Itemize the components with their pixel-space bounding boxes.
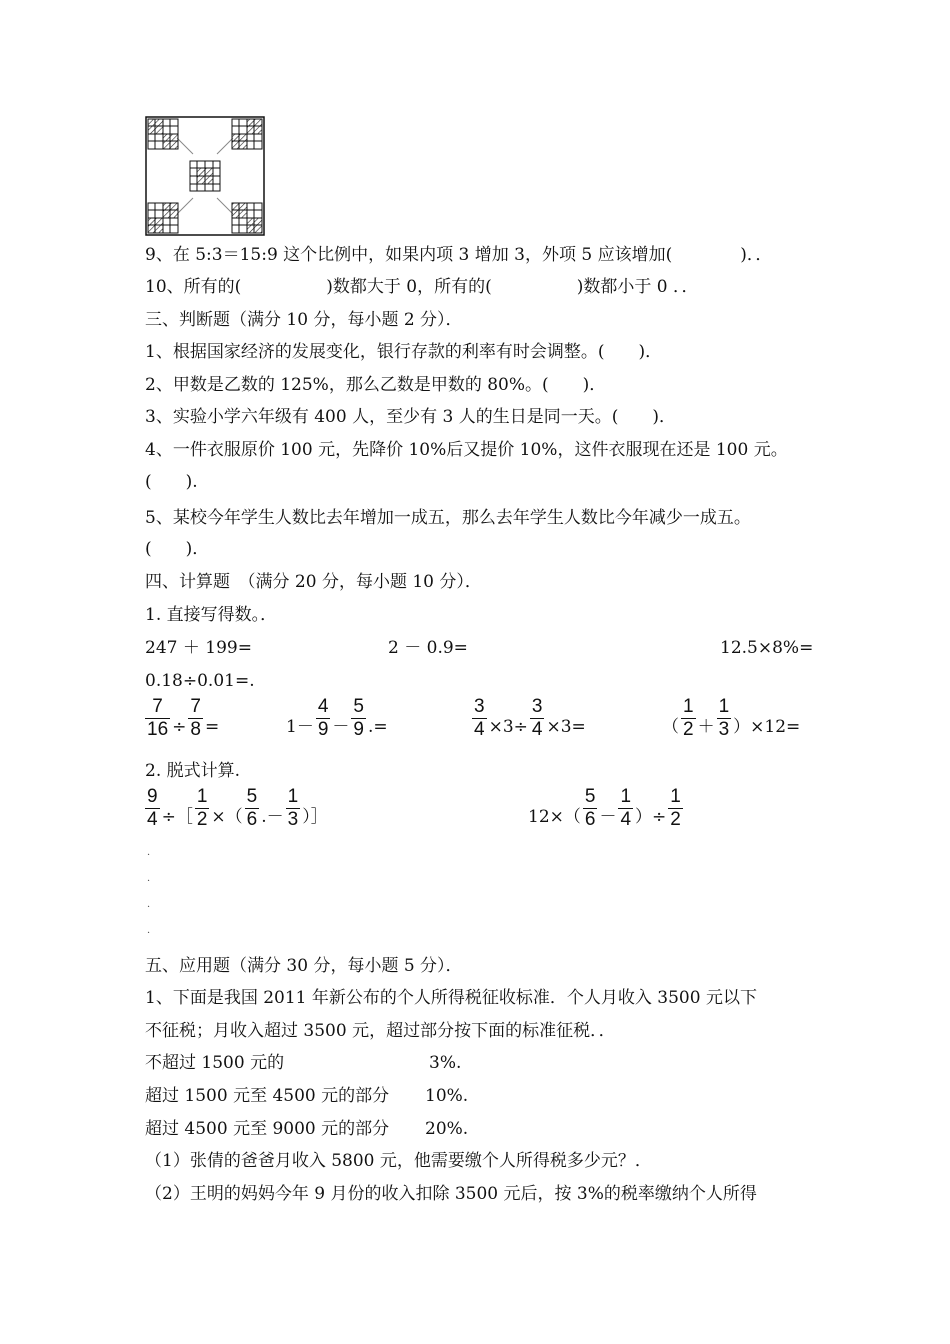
expr-1: 247 ＋ 199= xyxy=(145,638,252,658)
section-3-heading: 三、判断题（满分 10 分，每小题 2 分）． xyxy=(145,310,463,330)
tax-range: 超过 4500 元至 9000 元的部分 xyxy=(145,1119,390,1139)
judge-4-line2: ( ). xyxy=(145,472,198,492)
calc-2-heading: 2. 脱式计算. xyxy=(145,761,241,781)
judge-1: 1、根据国家经济的发展变化，银行存款的利率有时会调整。( )． xyxy=(145,342,663,362)
tax-rate: 10%. xyxy=(425,1086,469,1106)
blank-mark: ． xyxy=(147,873,157,884)
expr-4: 0.18÷0.01=. xyxy=(145,671,255,691)
expr-3: 12.5×8%= xyxy=(720,638,814,658)
question-10: 10、所有的( )数都大于 0，所有的( )数都小于 0 ．． xyxy=(145,277,699,297)
section-5-heading: 五、应用题（满分 30 分，每小题 5 分）． xyxy=(145,956,463,976)
judge-5-line2: ( )． xyxy=(145,539,210,559)
hatched-square-figure xyxy=(145,116,265,236)
step-expr-1: $\frac{9}{4}$ ÷［ $\frac{1}{2}$ ×（ $\frac{5}{6}$ .－ $\frac{1}{3}$ ）］ xyxy=(147,786,328,830)
app-1-line1: 1、下面是我国 2011 年新公布的个人所得税征收标准．个人月收入 3500 元以下 xyxy=(145,988,757,1008)
frac-expr-1: $\frac{7}{16}$ ÷ $\frac{7}{8}$ = xyxy=(147,696,220,740)
tax-range: 超过 1500 元至 4500 元的部分 xyxy=(145,1086,390,1106)
app-1-line2: 不征税；月收入超过 3500 元，超过部分按下面的标准征税．． xyxy=(145,1021,616,1041)
tax-rate: 20%. xyxy=(425,1119,469,1139)
judge-3: 3、实验小学六年级有 400 人，至少有 3 人的生日是同一天。( )． xyxy=(145,407,676,427)
judge-4-line1: 4、一件衣服原价 100 元，先降价 10%后又提价 10%，这件衣服现在还是 100 元。 xyxy=(145,440,788,460)
question-9: 9、在 5:3＝15:9 这个比例中，如果内项 3 增加 3，外项 5 应该增加( )．． xyxy=(145,245,773,265)
frac-expr-3: $\frac{3}{4}$ ×3÷ $\frac{3}{4}$ ×3= xyxy=(474,696,586,740)
step-expr-2: 12×（ $\frac{5}{6}$ － $\frac{1}{4}$ ）÷ $\frac{1}{2}$ xyxy=(528,786,681,830)
judge-2: 2、甲数是乙数的 125%，那么乙数是甲数的 80%。( )． xyxy=(145,375,607,395)
blank-mark: ． xyxy=(147,899,157,910)
blank-mark: ． xyxy=(147,847,157,858)
frac-expr-4: （ $\frac{1}{2}$ ＋ $\frac{1}{3}$ ）×12= xyxy=(662,696,801,740)
sub-question-2: （2）王明的妈妈今年 9 月份的收入扣除 3500 元后，按 3%的税率缴纳个人所得 xyxy=(145,1184,757,1204)
calc-1-heading: 1. 直接写得数。． xyxy=(145,605,278,625)
expr-2: 2 － 0.9= xyxy=(388,638,468,658)
tax-rate: 3%. xyxy=(429,1053,462,1073)
section-4-heading: 四、计算题 （满分 20 分，每小题 10 分）． xyxy=(145,572,482,592)
sub-question-1: （1）张倩的爸爸月收入 5800 元，他需要缴个人所得税多少元？． xyxy=(145,1151,652,1171)
tax-range: 不超过 1500 元的 xyxy=(145,1053,285,1073)
blank-mark: ． xyxy=(147,925,157,936)
judge-5-line1: 5、某校今年学生人数比去年增加一成五，那么去年学生人数比今年减少一成五。 xyxy=(145,508,751,528)
frac-expr-2: 1－ $\frac{4}{9}$ － $\frac{5}{9}$ .= xyxy=(286,696,388,740)
